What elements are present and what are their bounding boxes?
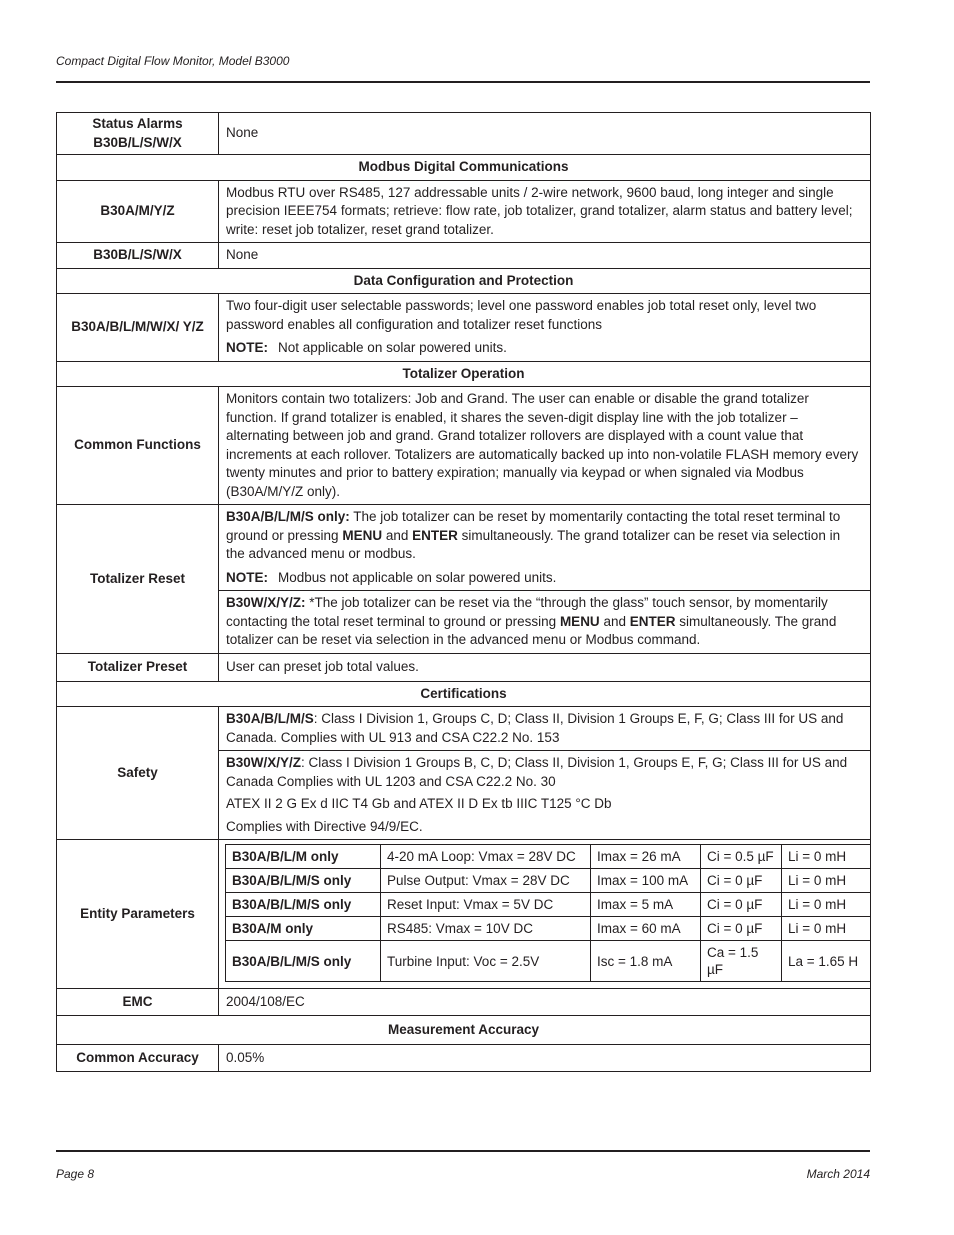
note-text: Modbus not applicable on solar powered units.	[278, 569, 557, 585]
table-row	[57, 243, 871, 269]
table-row	[57, 505, 871, 591]
row-label: Safety	[57, 707, 219, 840]
safety-a-text	[226, 710, 862, 747]
note	[226, 339, 862, 358]
text-span: : Class I Division 1 Groups B, C, D; Class II, Division 1, Groups E, F, G; Class III for US and Canada Complies with UL 1203 and CSA C22.2 No. 30	[226, 755, 848, 789]
section-row	[57, 1016, 871, 1045]
text-span: The job totalizer can be reset by momentarily contacting the total reset terminal to ground or pressing	[226, 509, 841, 543]
entity-cell: Li = 0 mH	[782, 893, 871, 917]
reset-w-text	[226, 594, 862, 650]
entity-cell: Imax = 5 mA	[591, 893, 701, 917]
footer-rule	[56, 1150, 870, 1152]
model-prefix: B30W/X/Y/Z:	[226, 595, 306, 610]
entity-cell: Ci = 0 µF	[701, 917, 782, 941]
entity-cell: B30A/B/L/M only	[226, 845, 381, 869]
row-label: B30A/B/L/M/W/X/ Y/Z	[57, 294, 219, 362]
model-prefix: B30A/B/L/M/S only:	[226, 509, 350, 524]
row-value: None	[219, 243, 871, 269]
entity-cell: Li = 0 mH	[782, 845, 871, 869]
specifications-table	[56, 112, 871, 1072]
reset-a-text	[226, 508, 862, 564]
section-row	[57, 155, 871, 181]
table-row	[57, 840, 871, 989]
enter-key: ENTER	[412, 527, 458, 543]
row-label: EMC	[57, 989, 219, 1016]
text-span: and	[382, 527, 413, 543]
entity-row	[226, 941, 871, 982]
entity-cell: Ci = 0.5 µF	[701, 845, 782, 869]
entity-cell: Reset Input: Vmax = 5V DC	[381, 893, 591, 917]
row-label: Common Functions	[57, 387, 219, 505]
table-row	[57, 989, 871, 1016]
row-value	[219, 707, 871, 751]
note-text: Not applicable on solar powered units.	[278, 340, 507, 355]
text-span: simultaneously. The grand totalizer can be reset via selection in the advanced menu or modbus.	[226, 527, 841, 561]
entity-cell: B30A/B/L/M/S only	[226, 869, 381, 893]
entity-cell: B30A/B/L/M/S only	[226, 941, 381, 982]
row-value	[219, 294, 871, 362]
entity-cell: Ci = 0 µF	[701, 893, 782, 917]
entity-row	[226, 869, 871, 893]
row-value	[219, 751, 871, 840]
text-span: : Class I Division 1, Groups C, D; Class II, Division 1 Groups E, F, G; Class III for US and Canada. Complies with UL 913 and CSA C22.2 No. 153	[226, 711, 844, 745]
section-heading: Modbus Digital Communications	[57, 155, 871, 181]
text-span: and	[599, 613, 630, 629]
section-heading: Certifications	[57, 681, 871, 707]
row-value: 0.05%	[219, 1045, 871, 1072]
row-value: 2004/108/EC	[219, 989, 871, 1016]
entity-cell: RS485: Vmax = 10V DC	[381, 917, 591, 941]
table-row	[57, 387, 871, 505]
row-value-text: Two four-digit user selectable passwords; level one password enables job total reset only, level two password enables all configuration and totalizer reset functions	[226, 298, 817, 332]
table-row	[57, 294, 871, 362]
section-heading: Data Configuration and Protection	[57, 268, 871, 294]
header-rule	[56, 81, 870, 83]
row-value: User can preset job total values.	[219, 653, 871, 681]
table-row	[57, 180, 871, 243]
note	[226, 569, 862, 588]
row-value: Modbus RTU over RS485, 127 addressable units / 2-wire network, 9600 baud, long integer and single precision IEEE754 formats; retrieve: flow rate, job totalizer, grand totalizer, alarm status and battery level; write: reset job totalizer, reset grand totalizer.	[219, 180, 871, 243]
entity-cell: Pulse Output: Vmax = 28V DC	[381, 869, 591, 893]
entity-cell: La = 1.65 H	[782, 941, 871, 982]
section-row	[57, 681, 871, 707]
row-label: Status Alarms B30B/L/S/W/X	[57, 113, 219, 155]
row-value	[219, 591, 871, 654]
model-prefix: B30W/X/Y/Z	[226, 755, 302, 770]
safety-w-text	[226, 754, 862, 791]
entity-cell: 4-20 mA Loop: Vmax = 28V DC	[381, 845, 591, 869]
entity-row	[226, 845, 871, 869]
menu-key: MENU	[342, 527, 383, 543]
entity-cell: Li = 0 mH	[782, 869, 871, 893]
entity-cell: Ci = 0 µF	[701, 869, 782, 893]
note-label: NOTE:	[226, 569, 268, 585]
page-number: Page 8	[56, 1167, 95, 1181]
row-label: Entity Parameters	[57, 840, 219, 989]
directive-text: Complies with Directive 94/9/EC.	[226, 818, 423, 834]
text-span: *The job totalizer can be reset via the “through the glass” touch sensor, by momentarily contacting the total reset terminal to ground or pressing	[226, 595, 828, 629]
row-label: B30A/M/Y/Z	[57, 180, 219, 243]
row-label: Totalizer Preset	[57, 653, 219, 681]
table-row	[57, 707, 871, 751]
row-value	[219, 840, 871, 989]
row-label: Common Accuracy	[57, 1045, 219, 1072]
atex-text: ATEX II 2 G Ex d IIC T4 Gb and ATEX II D Ex tb IIIC T125 °C Db	[226, 796, 612, 811]
document-date: March 2014	[806, 1167, 870, 1181]
model-prefix: B30A/B/L/M/S	[226, 711, 314, 726]
enter-key: ENTER	[629, 613, 676, 629]
section-row	[57, 268, 871, 294]
entity-parameters-table	[225, 844, 871, 982]
table-row	[57, 113, 871, 155]
entity-cell: B30A/M only	[226, 917, 381, 941]
entity-cell: Imax = 60 mA	[591, 917, 701, 941]
section-heading: Measurement Accuracy	[57, 1016, 871, 1045]
entity-cell: Ca = 1.5 µF	[701, 941, 782, 982]
row-value: Monitors contain two totalizers: Job and Grand. The user can enable or disable the grand totalizer function. If grand totalizer is enabled, it shares the seven-digit display line with the job totalizer – alternating between job and grand. Grand totalizer rollovers are displayed with a count value that increments at each rollover. Totalizers are automatically backed up into non-volatile FLASH memory every twenty minutes and prior to battery expiration; manually via keypad or when signaled via Modbus (B30A/M/Y/Z only).	[219, 387, 871, 505]
entity-cell: B30A/B/L/M/S only	[226, 893, 381, 917]
table-row	[57, 653, 871, 681]
entity-cell: Li = 0 mH	[782, 917, 871, 941]
menu-key: MENU	[559, 613, 600, 629]
entity-cell: Isc = 1.8 mA	[591, 941, 701, 982]
entity-row	[226, 893, 871, 917]
table-row	[57, 1045, 871, 1072]
row-label: Totalizer Reset	[57, 505, 219, 654]
row-label: B30B/L/S/W/X	[57, 243, 219, 269]
text-span: simultaneously. The grand totalizer can be reset via selection in the advanced menu or Modbus command.	[226, 613, 837, 647]
note-label: NOTE:	[226, 340, 268, 355]
document-header-title: Compact Digital Flow Monitor, Model B3000	[56, 54, 290, 68]
section-heading: Totalizer Operation	[57, 361, 871, 387]
row-value	[219, 505, 871, 591]
section-row	[57, 361, 871, 387]
row-value: None	[219, 113, 871, 155]
entity-cell: Imax = 100 mA	[591, 869, 701, 893]
entity-row	[226, 917, 871, 941]
entity-cell: Turbine Input: Voc = 2.5V	[381, 941, 591, 982]
entity-cell: Imax = 26 mA	[591, 845, 701, 869]
